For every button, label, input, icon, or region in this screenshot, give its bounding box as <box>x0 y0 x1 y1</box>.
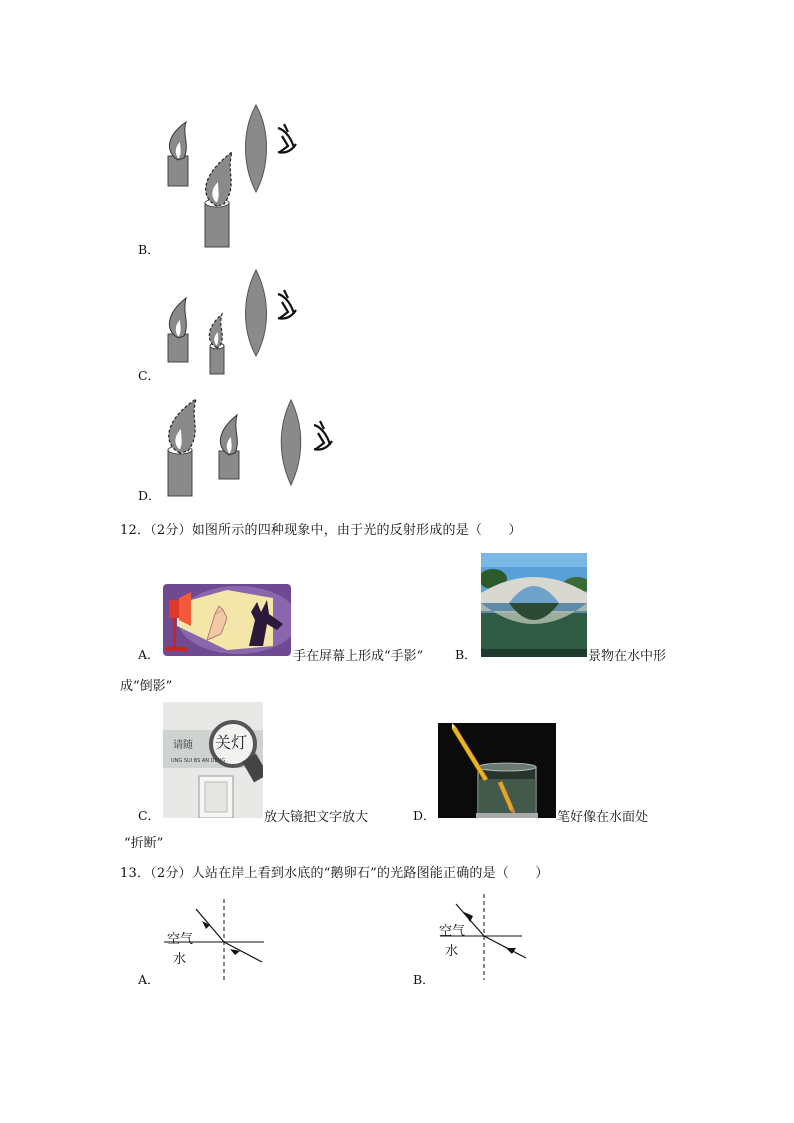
eye-icon <box>278 290 296 319</box>
question-13-stem: 13．（2分）人站在岸上看到水底的“鹅卵石”的光路图能正确的是（ ） <box>120 866 549 881</box>
q13-a-water-label: 水 <box>173 952 187 967</box>
q11-option-d-label[interactable]: D． <box>138 488 161 503</box>
q13-option-a-label[interactable]: A． <box>138 972 160 987</box>
q11-option-c-figure <box>160 268 310 378</box>
incident-ray <box>196 909 224 942</box>
q11-option-d-figure <box>160 395 350 500</box>
q12-photo-c-magnifier <box>163 702 263 818</box>
image-candle-flame <box>169 399 196 453</box>
q12-option-b-text: 景物在水中形 <box>588 649 667 664</box>
image-candle-body <box>168 450 192 496</box>
convex-lens <box>281 400 301 485</box>
q13-b-water-label: 水 <box>445 944 459 959</box>
q12-option-b-label[interactable]: B． <box>455 647 477 662</box>
refracted-ray <box>224 942 262 962</box>
convex-lens <box>246 105 267 192</box>
photo-c-sign-bottom: UNG SUI BS AN DENG <box>171 758 226 764</box>
q12-photo-d-pencil-in-water <box>438 723 556 818</box>
arrow-head <box>506 948 516 954</box>
q12-option-b-text-continued: 成“倒影” <box>120 679 173 694</box>
q12-option-c-label[interactable]: C． <box>138 808 161 823</box>
photo-c-sign-left: 请随 <box>173 740 193 751</box>
q11-option-b-figure <box>160 100 310 255</box>
ray-in-water <box>484 936 526 958</box>
image-candle-body <box>210 346 224 374</box>
q12-option-c-text: 放大镜把文字放大 <box>264 810 369 825</box>
question-12-stem: 12．（2分）如图所示的四种现象中，由于光的反射形成的是（ ） <box>120 523 522 538</box>
q13-a-air-label: 空气 <box>167 932 194 947</box>
q12-option-a-text: 手在屏幕上形成“手影” <box>293 649 424 664</box>
arrow-head <box>464 912 473 922</box>
q13-b-air-label: 空气 <box>439 924 466 939</box>
q12-option-a-label[interactable]: A． <box>138 647 160 662</box>
image-candle-flame <box>206 152 232 206</box>
q11-option-c-label[interactable]: C． <box>138 368 161 383</box>
q13-option-b-label[interactable]: B． <box>413 972 435 987</box>
q12-option-d-text-continued: “折断” <box>124 836 164 851</box>
arrow-head <box>202 921 210 929</box>
eye-icon <box>278 124 296 153</box>
image-candle-body <box>205 203 229 247</box>
eye-icon <box>314 421 332 450</box>
q12-photo-b-bridge-reflection <box>481 553 587 657</box>
convex-lens <box>246 270 267 356</box>
q12-photo-a-hand-shadow <box>163 584 291 656</box>
photo-c-sign-magnified: 关灯 <box>215 733 248 752</box>
q12-option-d-text: 笔好像在水面处 <box>557 810 649 825</box>
q11-option-b-label[interactable]: B． <box>138 242 160 257</box>
q12-option-d-label[interactable]: D． <box>413 808 436 823</box>
